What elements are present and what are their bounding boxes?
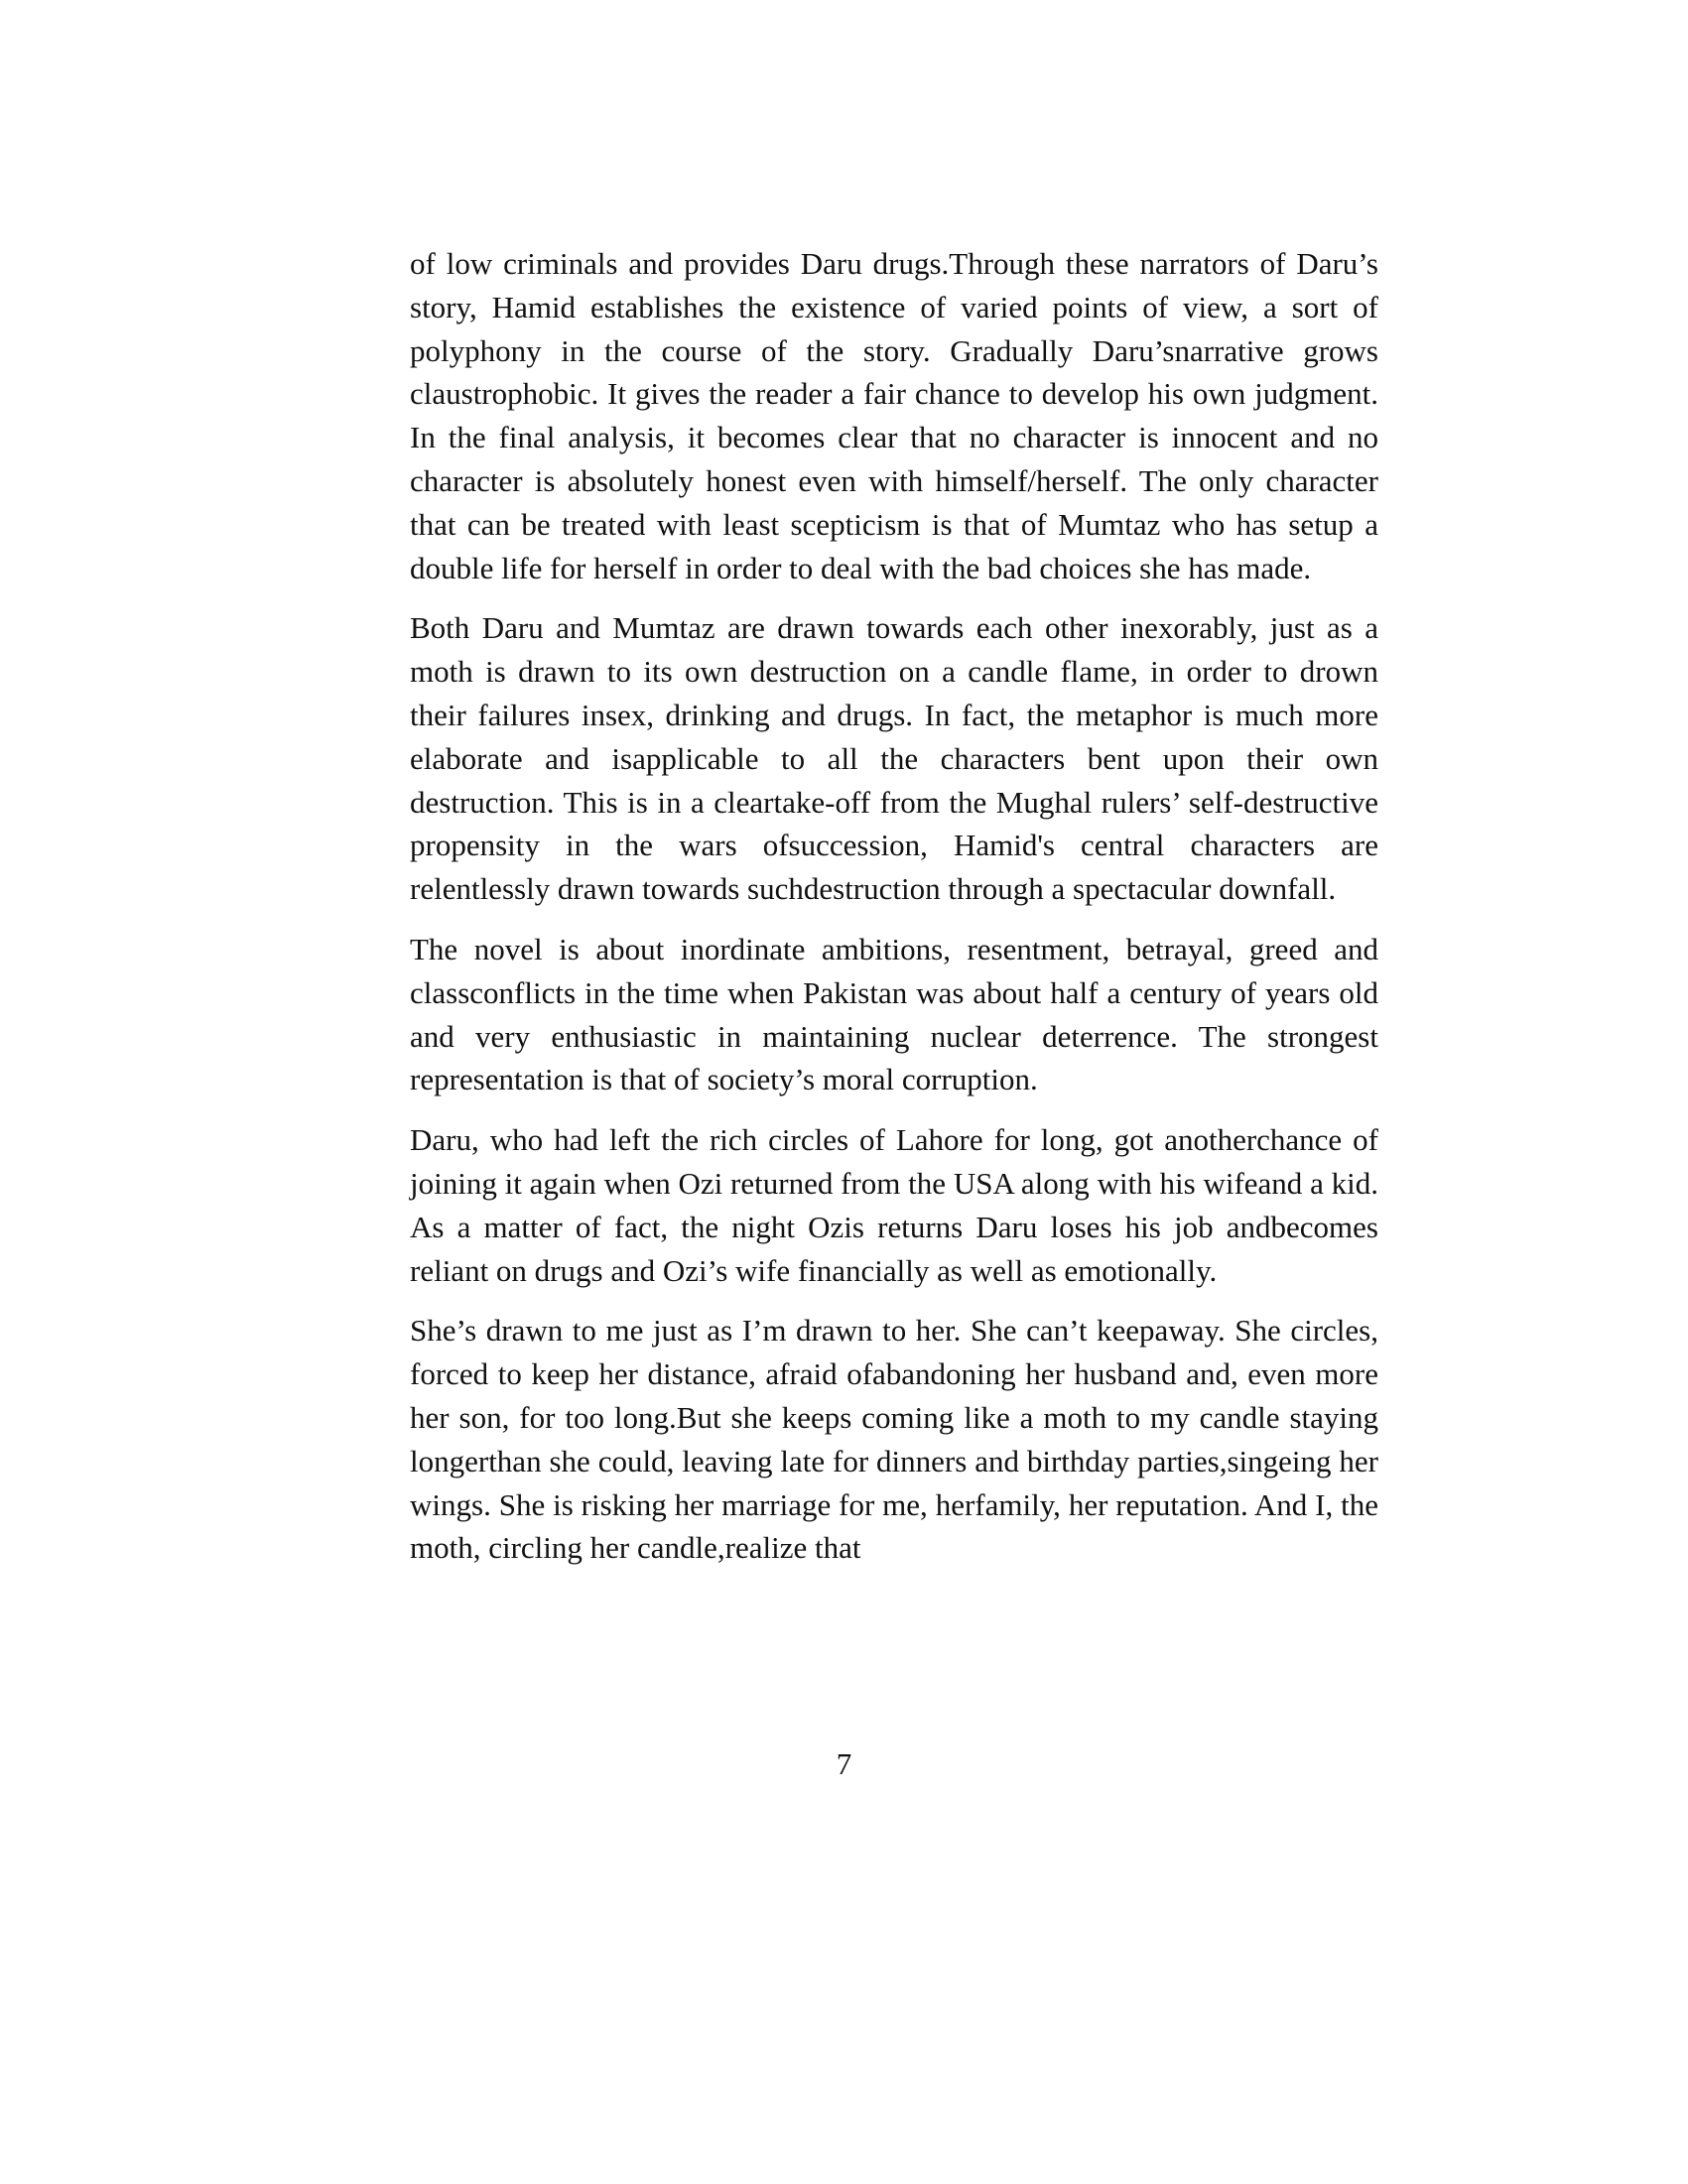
paragraph-3: The novel is about inordinate ambitions, resentment, betrayal, greed and classconflicts in the time when Pakistan was about half a century of years old and very enthusiastic in maintaining nuclear deterrence. The strongest representation is that of society’s moral corruption. [410, 931, 1378, 1097]
paragraph-4: Daru, who had left the rich circles of Lahore for long, got anotherchance of joining it again when Ozi returned from the USA along with his wifeand a kid. As a matter of fact, the night Ozis returns Daru loses his job andbecomes reliant on drugs and Ozi’s wife financially as well as emotionally. [410, 1122, 1378, 1288]
page-number: 7 [836, 1746, 852, 1781]
paragraph-5: She’s drawn to me just as I’m drawn to her. She can’t keepaway. She circles, forced to keep her distance, afraid ofabandoning her husband and, even more her son, for too long.But she keeps coming like a moth to my candle staying longerthan she could, leaving late for dinners and birthday parties,singeing her wings. She is risking her marriage for me, herfamily, her reputation. And I, the moth, circling her candle,realize that [410, 1313, 1378, 1566]
paragraph-2: Both Daru and Mumtaz are drawn towards each other inexorably, just as a moth is drawn to its own destruction on a candle flame, in order to drown their failures insex, drinking and drugs. In fact, the metaphor is much more elaborate and isapplicable to all the characters bent upon their own destruction. This is in a cleartake-off from the Mughal rulers’ self-destructive propensity in the wars ofsuccession, Hamid's central characters are relentlessly drawn towards suchdestruction through a spectacular downfall. [410, 610, 1378, 907]
paragraph-1: of low criminals and provides Daru drugs.Through these narrators of Daru’s story, Hamid establishes the existence of varied points of view, a sort of polyphony in the course of the story. Gradually Daru’snarrative grows claustrophobic. It gives the reader a fair chance to develop his own judgment. In the final analysis, it becomes clear that no character is innocent and no character is absolutely honest even with himself/herself. The only character that can be treated with least scepticism is that of Mumtaz who has setup a double life for herself in order to deal with the bad choices she has made. [410, 246, 1378, 585]
body-text [410, 242, 1378, 1587]
